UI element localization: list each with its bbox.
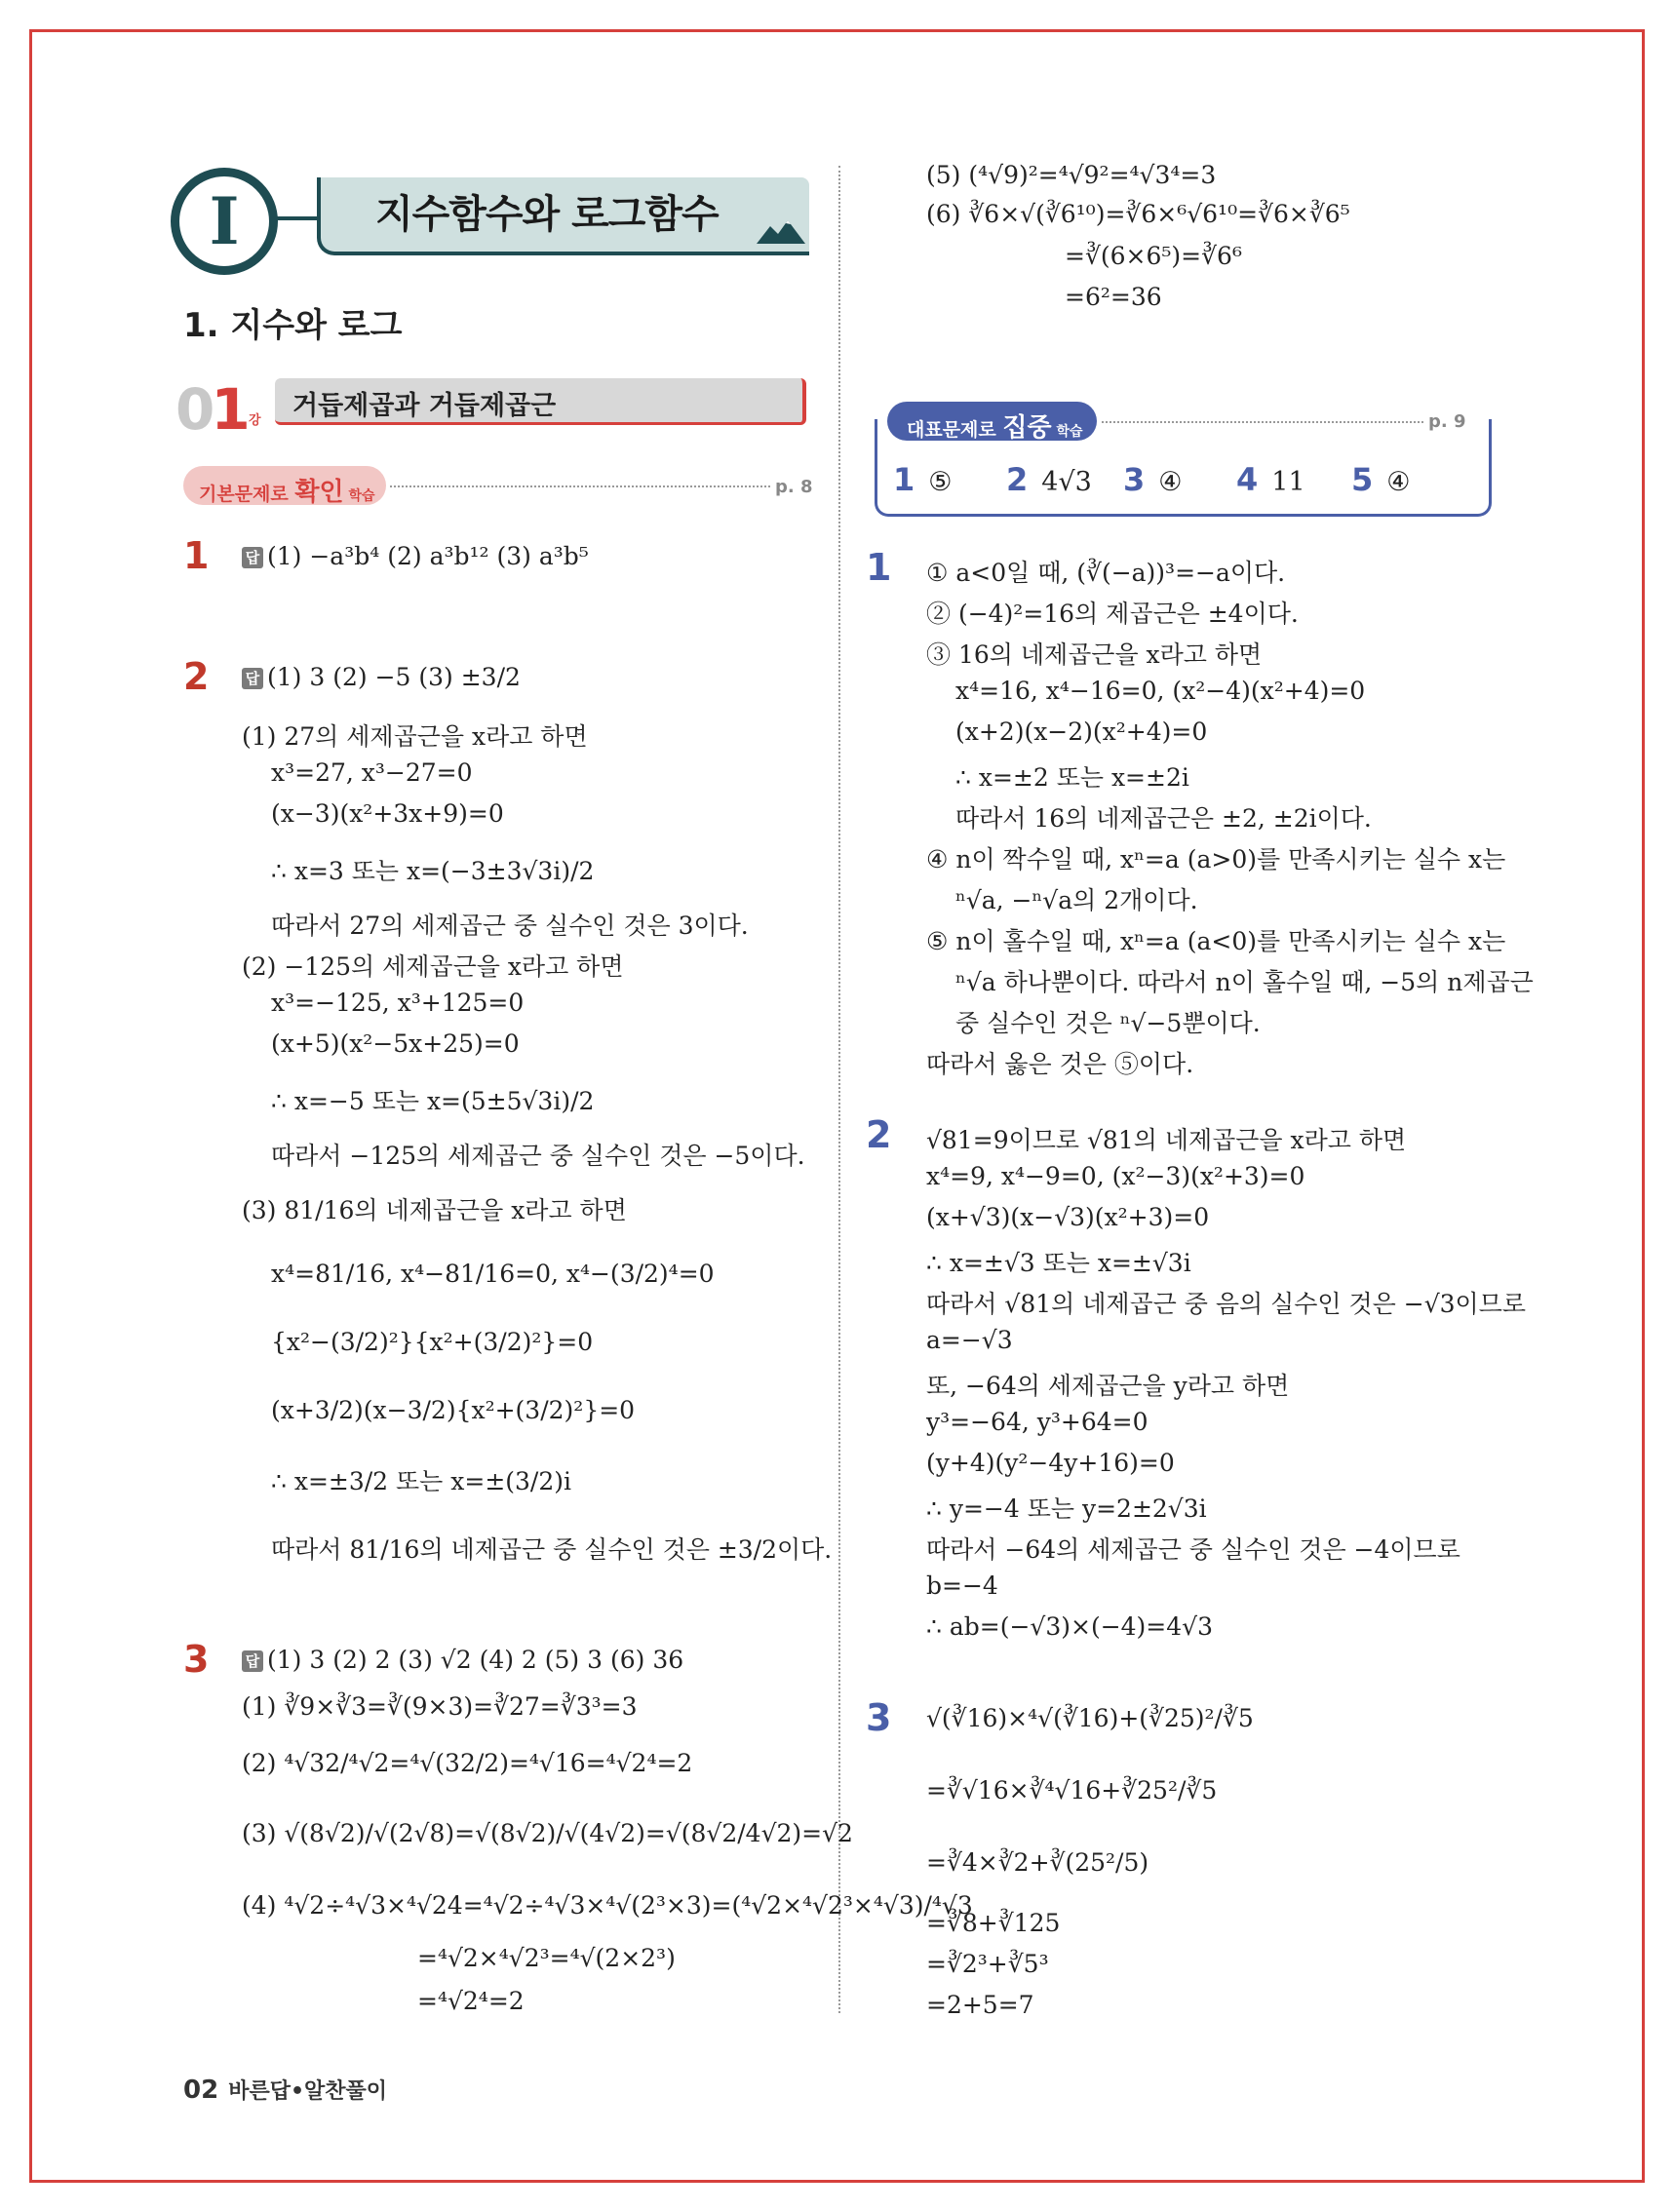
solution-line: (3) √(8√2)/√(2√8)=√(8√2)/√(4√2)=√(8√2/4√2)=√2 <box>242 1819 853 1847</box>
solution-line: ⁿ√a, −ⁿ√a의 2개이다. <box>955 886 1198 914</box>
rep-answer-value: 11 <box>1271 467 1305 497</box>
solution-line: ∴ x=3 또는 x=(−3±3√3i)/2 <box>271 857 595 885</box>
answer-text: (1) 3 (2) 2 (3) √2 (4) 2 (5) 3 (6) 36 <box>267 1646 684 1674</box>
rep-page-ref: p. 9 <box>1428 411 1466 432</box>
solution-line: ② (−4)²=16의 제곱근은 ±4이다. <box>926 600 1299 628</box>
solution-line: 또, −64의 세제곱근을 y라고 하면 <box>926 1372 1290 1400</box>
solution-line: {x²−(3/2)²}{x²+(3/2)²}=0 <box>271 1328 594 1356</box>
answer-text: (1) −a³b⁴ (2) a³b¹² (3) a³b⁵ <box>267 542 589 570</box>
solution-line: y³=−64, y³+64=0 <box>926 1408 1148 1436</box>
question-number: 1 <box>183 534 210 577</box>
rep-answer-value: 4√3 <box>1041 467 1092 497</box>
solution-line: x⁴=81/16, x⁴−81/16=0, x⁴−(3/2)⁴=0 <box>271 1260 715 1288</box>
rep-answer-value: ⑤ <box>928 467 953 497</box>
answer-badge: 답 <box>242 547 263 568</box>
solution-line: =⁴√2×⁴√2³=⁴√(2×2³) <box>417 1944 676 1972</box>
solution-line: ∴ x=±2 또는 x=±2i <box>955 763 1189 792</box>
chapter-header <box>171 168 809 275</box>
question-number: 2 <box>866 1113 892 1156</box>
solution-line: =∛8+∛125 <box>926 1909 1061 1937</box>
lesson-title: 거듭제곱과 거듭제곱근 <box>292 391 557 421</box>
section-title: 1. 지수와 로그 <box>183 306 403 345</box>
lesson-bar <box>275 378 806 425</box>
basic-label-suffix: 학습 <box>343 488 375 504</box>
solution-line: =2+5=7 <box>926 1991 1034 2019</box>
book-title: 바른답•알찬풀이 <box>228 2079 388 2104</box>
rep-answer-item <box>1236 461 1305 498</box>
basic-label-text: 기본문제로 <box>199 484 295 505</box>
rep-answer-value: ④ <box>1386 467 1411 497</box>
dotted-leader <box>390 485 770 487</box>
question-number: 2 <box>183 655 210 698</box>
page-footer <box>183 2075 387 2105</box>
rep-label-text: 대표문제로 <box>907 419 1003 441</box>
solution-line: √(∛16)×⁴√(∛16)+(∛25)²/∛5 <box>926 1704 1254 1732</box>
solution-line: b=−4 <box>926 1572 998 1600</box>
mountain-icon <box>757 214 805 244</box>
basic-page-ref: p. 8 <box>775 477 813 497</box>
solution-line: (1) 27의 세제곱근을 x라고 하면 <box>242 722 588 751</box>
solution-line: =∛4×∛2+∛(25²/5) <box>926 1848 1149 1877</box>
lesson-number: 01 <box>175 376 247 443</box>
solution-line: a=−√3 <box>926 1326 1013 1354</box>
solution-line: 중 실수인 것은 ⁿ√−5뿐이다. <box>955 1009 1261 1037</box>
solution-line: 따라서 −125의 세제곱근 중 실수인 것은 −5이다. <box>271 1142 805 1170</box>
solution-line: =∛(6×6⁵)=∛6⁶ <box>1065 242 1242 270</box>
solution-line: x³=27, x³−27=0 <box>271 758 473 787</box>
rep-answer-num: 5 <box>1351 461 1374 498</box>
solution-line: (x+√3)(x−√3)(x²+3)=0 <box>926 1203 1210 1231</box>
answer-text: (1) 3 (2) −5 (3) ±3/2 <box>267 663 521 691</box>
solution-line: ⑤ n이 홀수일 때, xⁿ=a (a<0)를 만족시키는 실수 x는 <box>926 927 1506 955</box>
rep-answer-num: 3 <box>1123 461 1146 498</box>
solution-line: =∛2³+∛5³ <box>926 1950 1049 1978</box>
chapter-title: 지수함수와 로그함수 <box>375 192 719 237</box>
question-number: 1 <box>866 546 892 589</box>
solution-line: (2) −125의 세제곱근을 x라고 하면 <box>242 952 624 981</box>
solution-line: √81=9이므로 √81의 네제곱근을 x라고 하면 <box>926 1126 1407 1154</box>
chapter-connector <box>274 216 321 220</box>
solution-line: x⁴=16, x⁴−16=0, (x²−4)(x²+4)=0 <box>955 677 1366 705</box>
solution-line: (x+3/2)(x−3/2){x²+(3/2)²}=0 <box>271 1396 636 1424</box>
answer-line <box>242 542 589 570</box>
solution-line: (x+5)(x²−5x+25)=0 <box>271 1029 520 1058</box>
rep-answer-item <box>1351 461 1410 498</box>
column-divider <box>838 166 840 2013</box>
rep-label-emph: 집중 <box>1002 413 1052 443</box>
solution-line: (x+2)(x−2)(x²+4)=0 <box>955 718 1208 746</box>
solution-line: (y+4)(y²−4y+16)=0 <box>926 1449 1175 1477</box>
representative-study-label <box>887 402 1097 441</box>
rep-answer-num: 4 <box>1236 461 1259 498</box>
lesson-unit: 강 <box>249 413 261 428</box>
solution-line: 따라서 16의 네제곱근은 ±2, ±2i이다. <box>955 804 1372 833</box>
question-number: 3 <box>866 1696 892 1739</box>
solution-line: ∴ x=±√3 또는 x=±√3i <box>926 1249 1191 1277</box>
question-number: 3 <box>183 1638 210 1681</box>
solution-line: (2) ⁴√32/⁴√2=⁴√(32/2)=⁴√16=⁴√2⁴=2 <box>242 1749 693 1777</box>
solution-line: 따라서 옳은 것은 ⑤이다. <box>926 1050 1194 1078</box>
chapter-numeral-badge <box>171 168 278 275</box>
basic-label-emph: 확인 <box>294 478 344 507</box>
basic-study-label <box>183 466 386 505</box>
answer-badge: 답 <box>242 1650 263 1672</box>
answer-line <box>242 1646 683 1674</box>
solution-line: (4) ⁴√2÷⁴√3×⁴√24=⁴√2÷⁴√3×⁴√(2³×3)=(⁴√2×⁴√2³×⁴√3)/⁴√3 <box>242 1891 973 1920</box>
rep-label-suffix: 학습 <box>1051 424 1083 440</box>
rep-answer-num: 1 <box>893 461 915 498</box>
solution-line: ∴ x=−5 또는 x=(5±5√3i)/2 <box>271 1087 595 1115</box>
solution-line: =⁴√2⁴=2 <box>417 1987 525 2015</box>
solution-line: 따라서 81/16의 네제곱근 중 실수인 것은 ±3/2이다. <box>271 1535 833 1564</box>
solution-line: x⁴=9, x⁴−9=0, (x²−3)(x²+3)=0 <box>926 1162 1305 1190</box>
solution-line: ∴ ab=(−√3)×(−4)=4√3 <box>926 1612 1213 1641</box>
solution-line: ④ n이 짝수일 때, xⁿ=a (a>0)를 만족시키는 실수 x는 <box>926 845 1506 873</box>
solution-line: ∴ y=−4 또는 y=2±2√3i <box>926 1494 1207 1523</box>
rep-answer-value: ④ <box>1158 467 1183 497</box>
answer-line <box>242 663 521 691</box>
chapter-numeral: I <box>209 183 240 259</box>
solution-line: ∴ x=±3/2 또는 x=±(3/2)i <box>271 1467 572 1495</box>
solution-line: =6²=36 <box>1065 283 1162 311</box>
rep-answer-item <box>1123 461 1182 498</box>
solution-line: 따라서 27의 세제곱근 중 실수인 것은 3이다. <box>271 912 749 940</box>
solution-line: 따라서 √81의 네제곱근 중 음의 실수인 것은 −√3이므로 <box>926 1290 1527 1318</box>
solution-line: 따라서 −64의 세제곱근 중 실수인 것은 −4이므로 <box>926 1535 1460 1564</box>
rep-answer-item <box>1006 461 1092 498</box>
dotted-leader <box>1102 421 1423 423</box>
solution-line: (1) ∛9×∛3=∛(9×3)=∛27=∛3³=3 <box>242 1692 638 1721</box>
solution-line: =∛√16×∛⁴√16+∛25²/∛5 <box>926 1776 1218 1805</box>
solution-line: (5) (⁴√9)²=⁴√9²=⁴√3⁴=3 <box>926 161 1217 189</box>
page-number: 02 <box>183 2076 219 2105</box>
solution-line: ⁿ√a 하나뿐이다. 따라서 n이 홀수일 때, −5의 n제곱근 <box>955 968 1534 996</box>
rep-answer-num: 2 <box>1006 461 1029 498</box>
solution-line: (6) ∛6×√(∛6¹⁰)=∛6×⁶√6¹⁰=∛6×∛6⁵ <box>926 200 1350 228</box>
solution-line: ① a<0일 때, (∛(−a))³=−a이다. <box>926 559 1286 587</box>
rep-answer-item <box>893 461 952 498</box>
solution-line: ③ 16의 네제곱근을 x라고 하면 <box>926 640 1263 669</box>
solution-line: (x−3)(x²+3x+9)=0 <box>271 799 504 828</box>
solution-line: x³=−125, x³+125=0 <box>271 989 525 1017</box>
solution-line: (3) 81/16의 네제곱근을 x라고 하면 <box>242 1196 627 1224</box>
answer-badge: 답 <box>242 668 263 689</box>
